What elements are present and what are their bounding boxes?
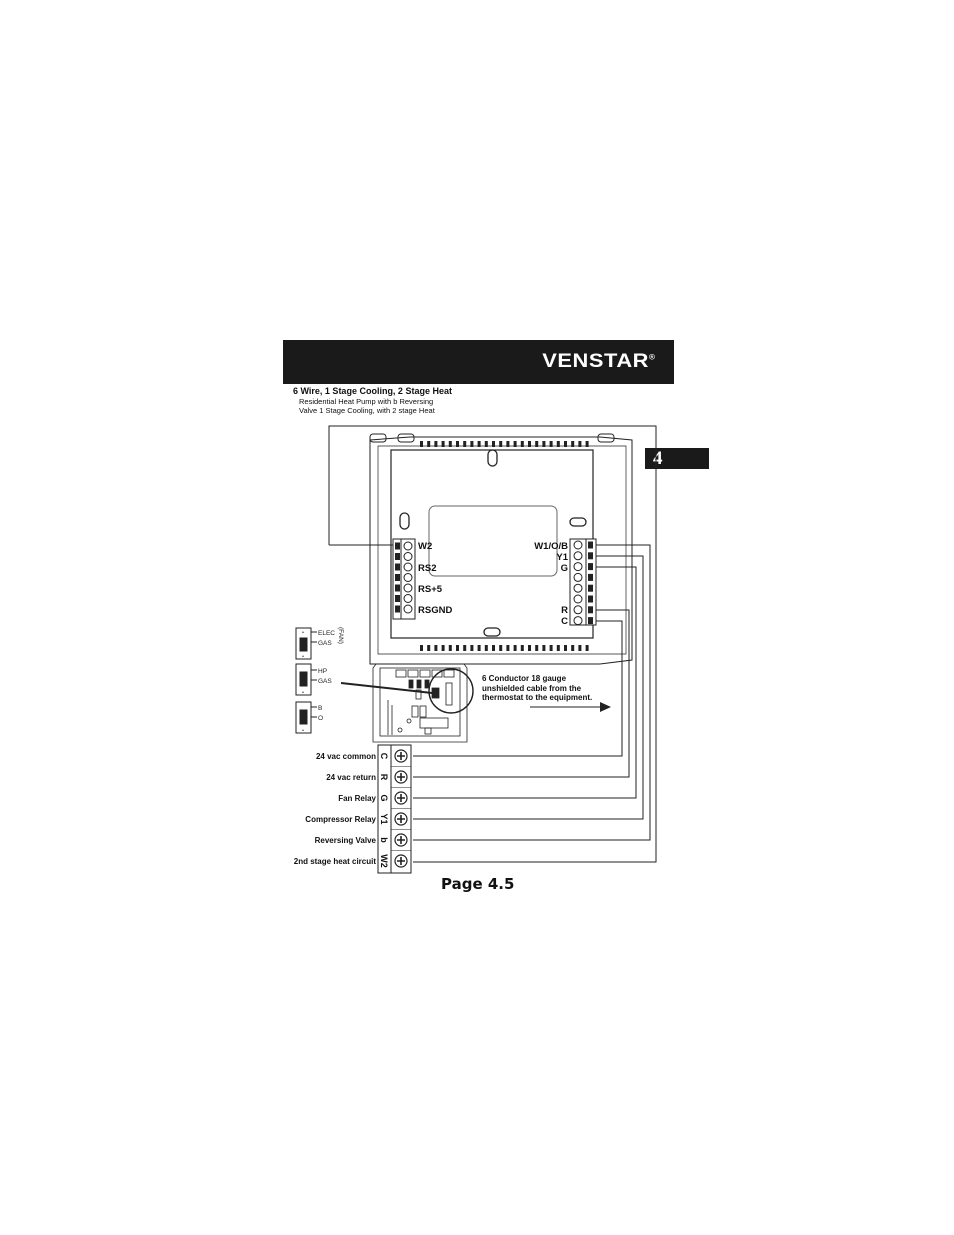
jumper-block-1 — [296, 628, 311, 660]
jumper-block-3 — [296, 702, 311, 734]
vent-slot — [456, 441, 459, 447]
equipment-terminal-label: 24 vac return — [326, 773, 376, 782]
vent-slot — [586, 441, 589, 447]
terminal-contact — [395, 595, 400, 602]
terminal-label-y1: Y1 — [556, 552, 568, 563]
terminal-screw — [574, 563, 582, 571]
vent-slot — [456, 645, 459, 651]
vent-slot — [463, 645, 466, 651]
vent-slot — [528, 645, 531, 651]
vent-slot — [485, 441, 488, 447]
jumper-label-gas-2: GAS — [318, 678, 332, 685]
vent-slot — [506, 441, 509, 447]
svg-text:•: • — [302, 654, 304, 660]
diagram-subtitle-1: Residential Heat Pump with b Reversing — [299, 397, 434, 406]
equipment-terminal-label: Fan Relay — [338, 794, 376, 803]
terminal-contact — [588, 542, 593, 549]
terminal-contact — [588, 596, 593, 603]
vent-slot — [542, 645, 545, 651]
terminal-contact — [395, 574, 400, 581]
vent-slot — [521, 441, 524, 447]
vent-slot — [564, 441, 567, 447]
terminal-contact — [588, 585, 593, 592]
svg-text:•: • — [302, 690, 304, 696]
terminal-contact — [588, 617, 593, 624]
terminal-label-rs2: RS2 — [418, 563, 437, 574]
equipment-terminal-code: Y1 — [379, 813, 389, 825]
jumper-label-o: O — [318, 715, 324, 722]
terminal-screw — [404, 605, 412, 613]
jumper-label-gas-1: GAS — [318, 640, 332, 647]
equipment-terminal-label: Compressor Relay — [305, 815, 376, 824]
terminal-label-r: R — [561, 605, 568, 616]
terminal-screw — [574, 573, 582, 581]
terminal-label-rsgnd: RSGND — [418, 605, 453, 616]
equipment-terminal-code: R — [379, 773, 389, 781]
vent-slot — [420, 441, 423, 447]
circuit-board — [373, 664, 473, 742]
vent-slot — [420, 645, 423, 651]
vent-slot — [499, 441, 502, 447]
left-terminal-strip — [393, 539, 415, 619]
jumper-label-elec: ELEC — [318, 630, 335, 637]
vent-slot — [478, 645, 481, 651]
terminal-contact — [588, 574, 593, 581]
vent-slot — [535, 441, 538, 447]
terminal-screw — [404, 595, 412, 603]
diagram-title: 6 Wire, 1 Stage Cooling, 2 Stage Heat — [293, 386, 452, 396]
vent-slot — [427, 441, 430, 447]
vent-slot — [535, 645, 538, 651]
vent-slot — [586, 645, 589, 651]
terminal-label-w2: W2 — [418, 541, 433, 552]
svg-text:•: • — [302, 728, 304, 734]
jumper-block-2 — [296, 664, 311, 696]
terminal-contact — [588, 606, 593, 613]
equipment-terminal-code: C — [379, 752, 389, 760]
equipment-terminal-label: 24 vac common — [315, 752, 376, 761]
vent-slot — [427, 645, 430, 651]
vent-slot — [506, 645, 509, 651]
equipment-terminal-label: Reversing Valve — [314, 836, 376, 845]
jumper-label-hp: HP — [318, 668, 328, 675]
vent-slot — [571, 645, 574, 651]
vent-slot — [499, 645, 502, 651]
terminal-label-w1ob: W1/O/B — [534, 541, 568, 552]
vent-slot — [542, 441, 545, 447]
terminal-contact — [395, 553, 400, 560]
terminal-screw — [404, 542, 412, 550]
diagram-subtitle-2: Valve 1 Stage Cooling, with 2 stage Heat — [299, 406, 435, 415]
vent-slot — [557, 645, 560, 651]
vent-slot — [470, 441, 473, 447]
vent-slot — [578, 441, 581, 447]
terminal-label-rs5: RS+5 — [418, 584, 443, 595]
terminal-label-c: C — [561, 616, 568, 627]
terminal-screw — [574, 595, 582, 603]
vent-slot — [449, 645, 452, 651]
terminal-contact — [395, 585, 400, 592]
svg-text:•: • — [302, 630, 304, 636]
vent-slot — [434, 441, 437, 447]
equipment-terminal-label: 2nd stage heat circuit — [293, 857, 376, 866]
equipment-terminal-code: G — [379, 794, 389, 802]
terminal-screw — [404, 574, 412, 582]
vent-slot — [578, 645, 581, 651]
jumper-label-fan: (FAN) — [337, 627, 344, 644]
terminal-screw — [404, 584, 412, 592]
vent-slot — [478, 441, 481, 447]
terminal-screw — [574, 584, 582, 592]
vent-slot — [557, 441, 560, 447]
vent-slot — [449, 441, 452, 447]
cable-note-3: thermostat to the equipment. — [482, 693, 593, 702]
equipment-terminal-code: b — [379, 837, 389, 843]
vent-slot — [470, 645, 473, 651]
terminal-screw — [574, 617, 582, 625]
venstar-logo: VENSTAR® — [542, 351, 656, 372]
cable-note-1: 6 Conductor 18 gauge — [482, 674, 567, 683]
vent-slot — [564, 645, 567, 651]
terminal-label-g: G — [560, 563, 568, 574]
terminal-screw — [404, 563, 412, 571]
vent-slot — [485, 645, 488, 651]
section-tab: 4 — [645, 448, 709, 469]
cable-arrow-head — [600, 702, 611, 712]
vent-slot — [571, 441, 574, 447]
vent-slot — [521, 645, 524, 651]
equipment-terminal-strip — [294, 745, 411, 873]
terminal-contact — [588, 563, 593, 570]
vent-slot — [463, 441, 466, 447]
equipment-terminal-code: W2 — [379, 854, 389, 868]
vent-slot — [492, 441, 495, 447]
cable-note-2: unshielded cable from the — [482, 684, 582, 693]
vent-slot — [528, 441, 531, 447]
vent-slot — [514, 441, 517, 447]
terminal-contact — [395, 564, 400, 571]
terminal-screw — [574, 552, 582, 560]
vent-slot — [434, 645, 437, 651]
vent-slot — [442, 441, 445, 447]
vent-slot — [442, 645, 445, 651]
terminal-contact — [588, 552, 593, 559]
right-terminal-strip — [570, 539, 596, 625]
jumper-label-b: B — [318, 705, 323, 712]
vent-slot — [550, 441, 553, 447]
terminal-contact — [395, 606, 400, 613]
terminal-screw — [404, 553, 412, 561]
terminal-screw — [574, 606, 582, 614]
page-number: Page 4.5 — [441, 875, 515, 893]
terminal-contact — [395, 543, 400, 550]
vent-slot — [550, 645, 553, 651]
terminal-screw — [574, 541, 582, 549]
vent-slot — [514, 645, 517, 651]
vent-slot — [492, 645, 495, 651]
